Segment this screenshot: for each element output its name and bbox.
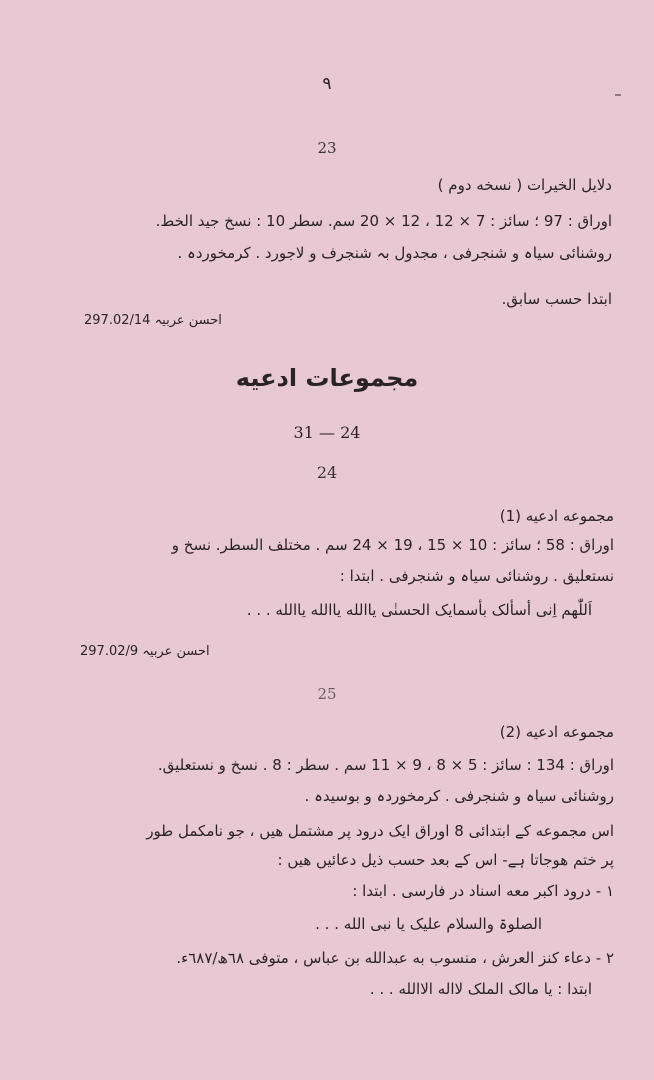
- entry-line: اوراق : 58 ؛ سائز : 10 × 15 ، 19 × 24 سم . مختلف السطر. نسخ و: [171, 536, 614, 554]
- entry-title: مجموعه ادعیه (2): [499, 723, 614, 741]
- entry-line: نستعلیق . روشنائی سیاہ و شنجرفی . ابتدا :: [339, 567, 614, 585]
- entry-reference: احسن عربیہ 297.02/14: [84, 313, 222, 328]
- list-item-text: الصلوۃ والسلام علیک یا نبی الله . . .: [315, 915, 542, 933]
- entry-line: اوراق : 134 : سائز : 5 × 8 ، 9 × 11 سم . سطر : 8 . نسخ و نستعلیق.: [157, 756, 614, 774]
- page-number: ۹: [322, 74, 332, 94]
- entry-number: 23: [317, 139, 337, 157]
- entry-title: دلایل الخیرات ( نسخه دوم ): [437, 176, 612, 194]
- entry-line: اَللّٰهم اِنی أسألک بأسمایک الحسنٰی یاالله یاالله یاالله . . .: [246, 601, 592, 619]
- entry-line: ابتدا حسب سابق.: [501, 290, 612, 308]
- entry-number: 24: [316, 463, 338, 482]
- entry-reference: احسن عربیہ 297.02/9: [80, 644, 210, 659]
- entry-line: پر ختم ھوجاتا ہے- اس کے بعد حسب ذیل دعائیں ھیں :: [277, 851, 614, 869]
- entry-number: 25: [317, 685, 337, 703]
- entry-line: روشنائی سیاہ و شنجرفی . کرمخوردہ و بوسیدہ .: [304, 787, 614, 805]
- entry-line: اوراق : 97 ؛ سائز : 7 × 12 ، 12 × 20 سم. سطر 10 : نسخ جید الخط.: [155, 212, 612, 230]
- section-range: 31 — 24: [293, 423, 361, 442]
- entry-line: اس مجموعه کے ابتدائی 8 اوراق ایک درود پر مشتمل ھیں ، جو نامکمل طور: [146, 822, 614, 840]
- entry-title: مجموعه ادعیه (1): [499, 507, 614, 525]
- entry-line: روشنائی سیاہ و شنجرفی ، مجدول بہ شنجرف و لاجورد . کرمخوردہ .: [177, 244, 612, 262]
- list-item-text: ابتدا : یا مالک الملک لااله الاالله . . .: [369, 980, 592, 998]
- margin-mark: [615, 94, 621, 96]
- section-heading: مجموعات ادعیه: [235, 364, 419, 392]
- list-item: ٢ - دعاء کنز العرش ، منسوب به عبدالله بن عباس ، متوفی ٦٨ھ/٦٨٧ء.: [176, 949, 614, 967]
- list-item: ١ - درود اکبر معه اسناد در فارسی . ابتدا :: [352, 882, 614, 900]
